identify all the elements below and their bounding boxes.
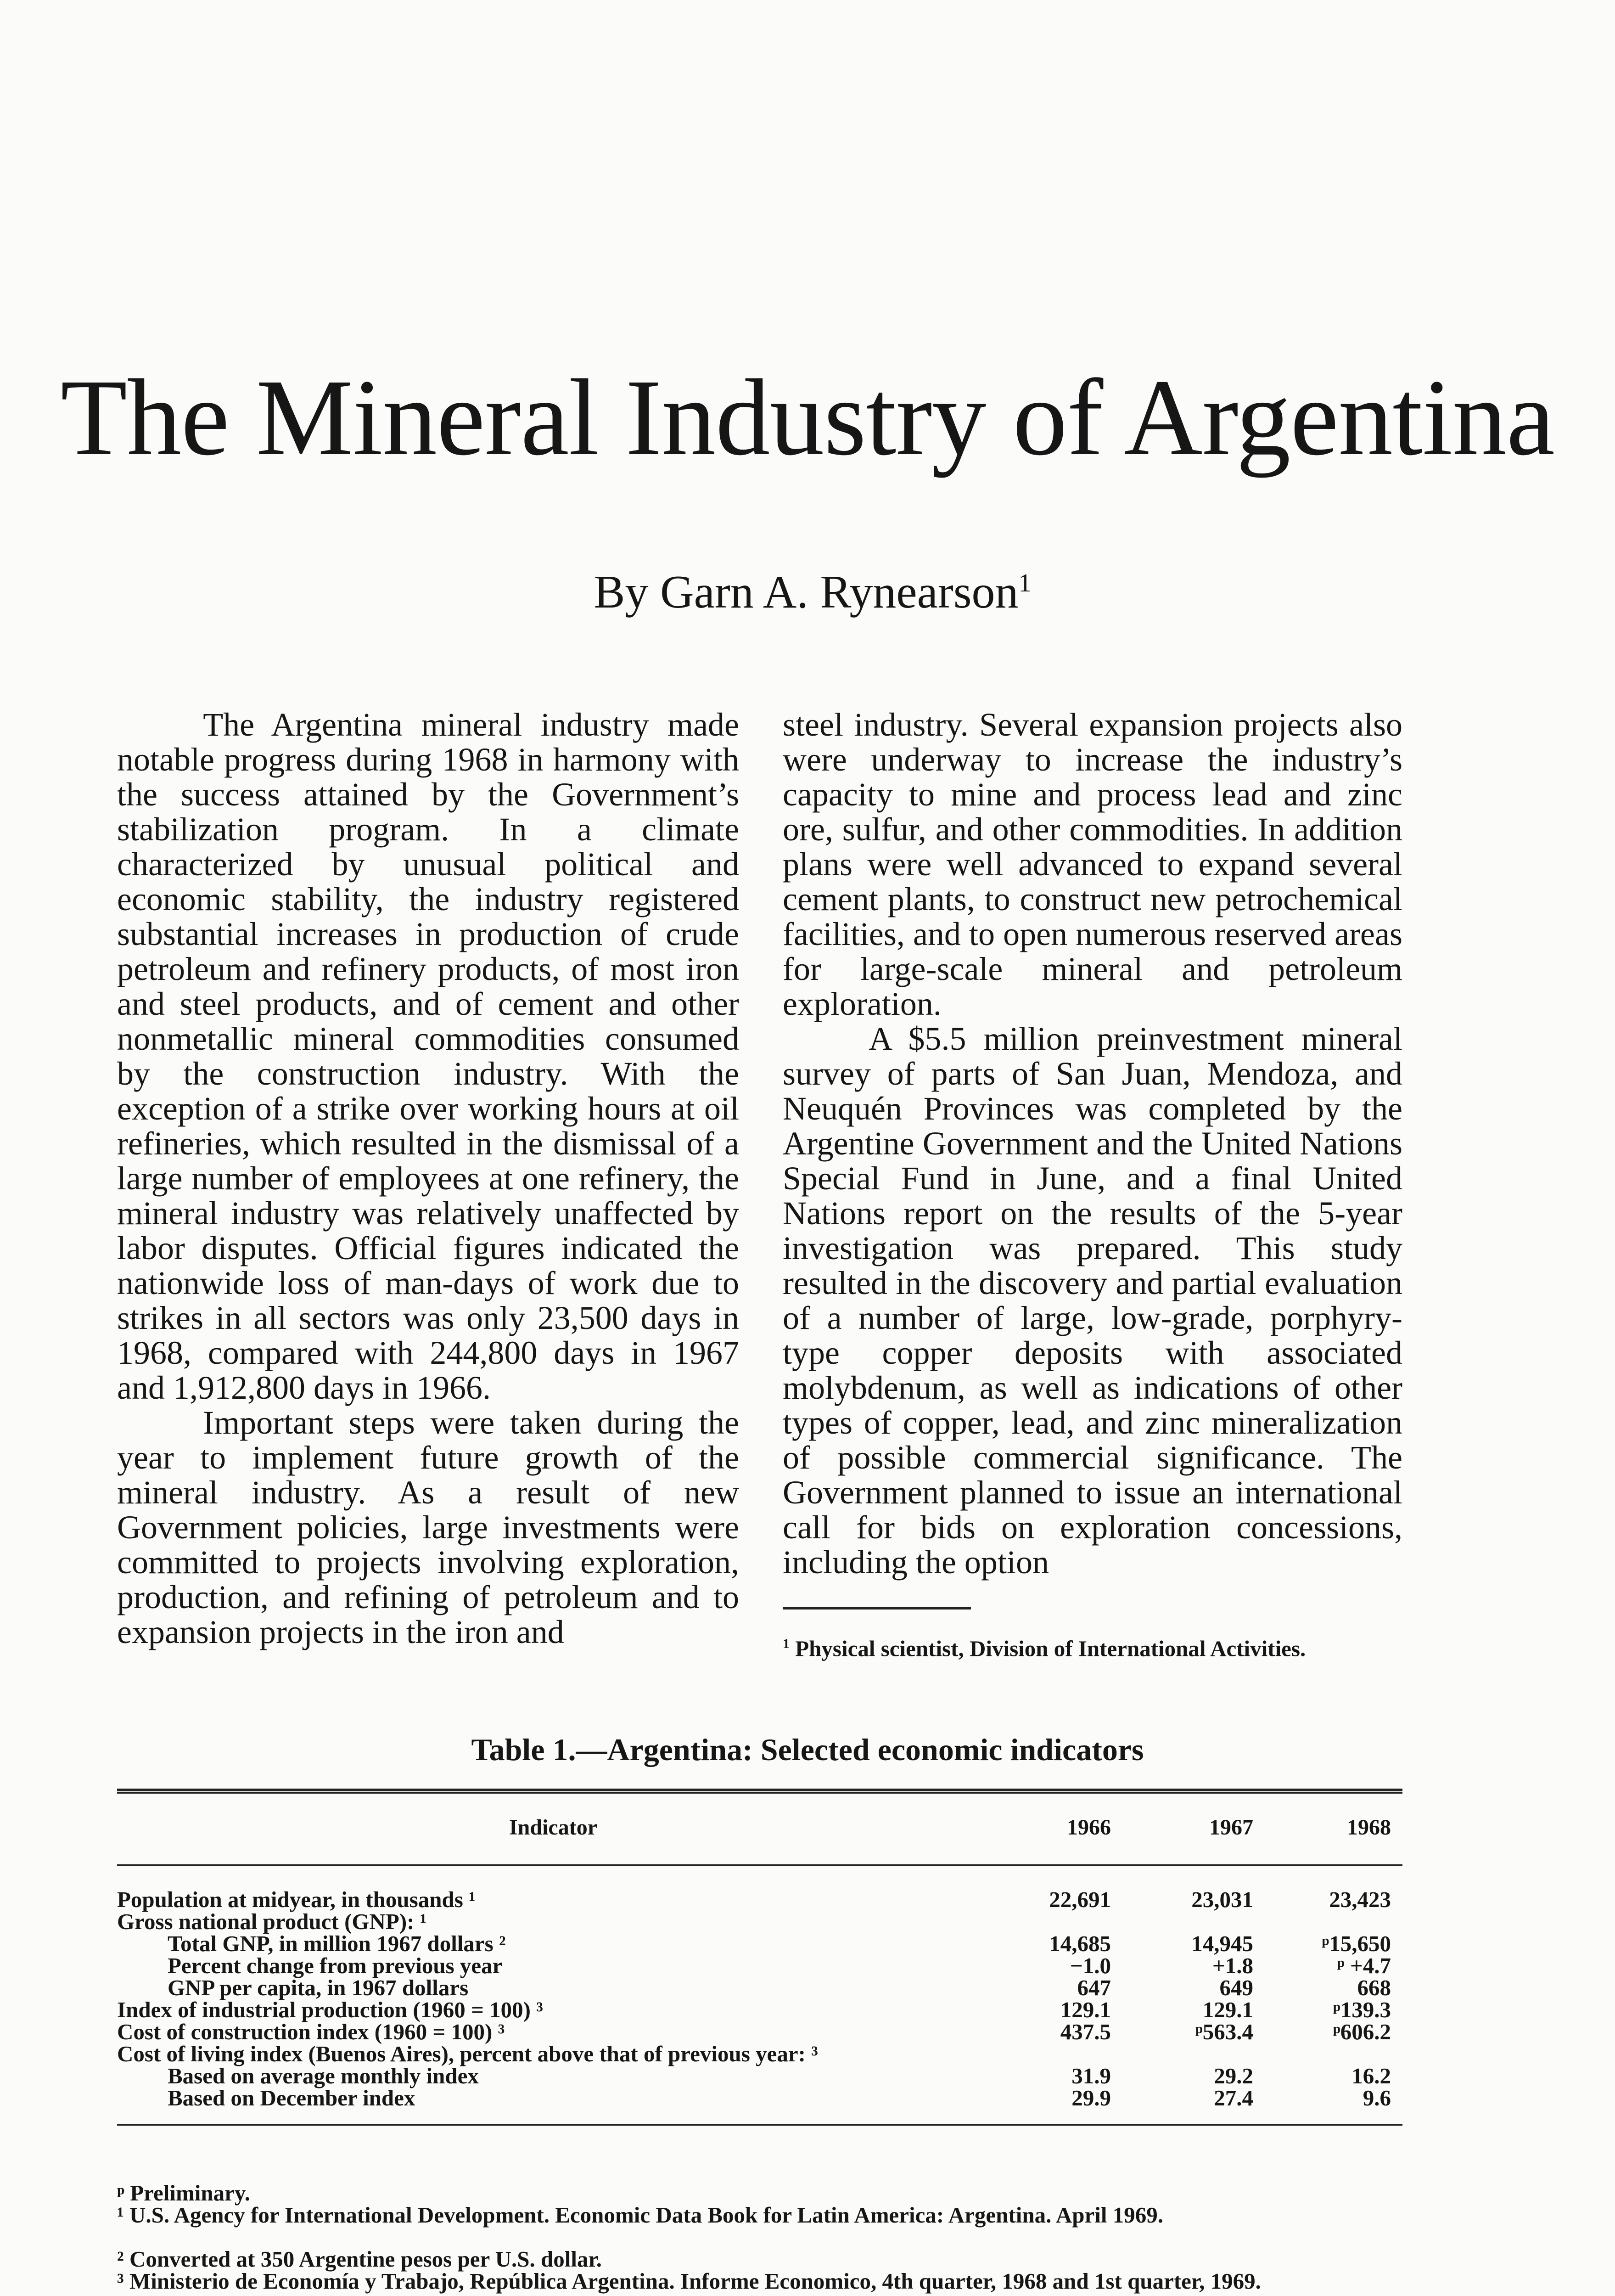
body-column-left — [117, 707, 739, 1649]
table-cell-1967: 129.1 — [1202, 1997, 1253, 2022]
table-row-label: Cost of living index (Buenos Aires), percent above that of previous year: ³ — [117, 2041, 818, 2066]
table-cell-1967: 14,945 — [1191, 1931, 1253, 1956]
body-column-right — [783, 707, 1402, 1580]
table-row-label: Total GNP, in million 1967 dollars ² — [168, 1931, 506, 1956]
footnote-divider — [783, 1607, 971, 1609]
table-bottom-rule — [117, 2124, 1402, 2126]
table-cell-1966: −1.0 — [1070, 1953, 1111, 1978]
table-header-1968: 1968 — [1347, 1815, 1391, 1840]
table-top-rule-inner — [117, 1792, 1402, 1794]
table-cell-1967: +1.8 — [1212, 1953, 1253, 1978]
table-cell-1968: 668 — [1357, 1975, 1391, 2000]
table-row-label: Based on average monthly index — [168, 2063, 479, 2088]
table-cell-1967: 23,031 — [1191, 1887, 1253, 1912]
table-footnote: ᵖ Preliminary. — [117, 2180, 250, 2206]
table-row-label: Gross national product (GNP): ¹ — [117, 1909, 427, 1934]
table-row-label: Percent change from previous year — [168, 1953, 503, 1978]
body-paragraph: steel industry. Several expansion projects also were underway to increase the industry’s capacity to mine and process lead and zinc ore, sulfur, and other commodities. In addition plans were well advanced to expand several cement plants, to construct new petrochemical facilities, and to open numerous reserved areas for large-scale mineral and petroleum exploration. — [783, 706, 1402, 1022]
table-header-rule — [117, 1864, 1402, 1866]
table-cell-1966: 22,691 — [1049, 1887, 1111, 1912]
table-cell-1968: 16.2 — [1351, 2063, 1391, 2088]
table-row-label: Index of industrial production (1960 = 100) ³ — [117, 1997, 543, 2022]
table-cell-1967: ᵖ563.4 — [1195, 2019, 1253, 2044]
page-title: The Mineral Industry of Argentina — [60, 357, 1555, 478]
table-cell-1966: 129.1 — [1060, 1997, 1111, 2022]
table-cell-1966: 647 — [1077, 1975, 1111, 2000]
table-caption: Table 1.—Argentina: Selected economic indicators — [471, 1732, 1144, 1767]
table-cell-1968: ᵖ +4.7 — [1337, 1953, 1391, 1978]
table-cell-1968: ᵖ606.2 — [1333, 2019, 1391, 2044]
author-name: By Garn A. Rynearson — [594, 566, 1019, 618]
author-footnote-text: Physical scientist, Division of International Activities. — [795, 1636, 1306, 1661]
table-row-label: Cost of construction index (1960 = 100) ³ — [117, 2019, 505, 2044]
table-cell-1967: 29.2 — [1214, 2063, 1253, 2088]
table-footnote: ² Converted at 350 Argentine pesos per U.S. dollar. — [117, 2246, 602, 2272]
table-top-rule — [117, 1789, 1402, 1791]
table-row-label: GNP per capita, in 1967 dollars — [168, 1975, 469, 2000]
author-footnote-mark: 1 — [1018, 569, 1032, 597]
table-row-label: Based on December index — [168, 2085, 415, 2110]
body-paragraph: A $5.5 million preinvestment mineral survey of parts of San Juan, Mendoza, and Neuquén Provinces was completed by the Argentine Government and the United Nations Special Fund in June, and a final United Nations report on the results of the 5-year investigation was prepared. This study resulted in the discovery and partial evaluation of a number of large, low-grade, porphyry-type copper deposits with associated molybdenum, as well as indications of other types of copper, lead, and zinc mineralization of possible commercial significance. The Government planned to issue an international call for bids on exploration concessions, including the option — [783, 1020, 1402, 1581]
author-byline — [560, 563, 1065, 622]
table-cell-1967: 649 — [1219, 1975, 1253, 2000]
table-header-indicator: Indicator — [509, 1815, 597, 1840]
table-cell-1966: 31.9 — [1071, 2063, 1111, 2088]
table-header-1966: 1966 — [1067, 1815, 1111, 1840]
body-paragraph: The Argentina mineral industry made notable progress during 1968 in harmony with the success attained by the Government’s stabilization program. In a climate characterized by unusual political and economic stability, the industry registered substantial increases in production of crude petroleum and refinery products, of most iron and steel products, and of cement and other nonmetallic mineral commodities consumed by the construction industry. With the exception of a strike over working hours at oil refineries, which resulted in the dismissal of a large number of employees at one refinery, the mineral industry was relatively unaffected by labor disputes. Official figures indicated the nationwide loss of man-days of work due to strikes in all sectors was only 23,500 days in 1968, compared with 244,800 days in 1967 and 1,912,800 days in 1966. — [117, 706, 739, 1406]
table-cell-1968: ᵖ139.3 — [1333, 1997, 1391, 2022]
author-footnote-number: 1 — [783, 1636, 790, 1651]
table-row-label: Population at midyear, in thousands ¹ — [117, 1887, 476, 1912]
table-footnote: ³ Ministerio de Economía y Trabajo, República Argentina. Informe Economico, 4th quarter, 1968 and 1st quarter, 1969. — [117, 2268, 1261, 2294]
table-cell-1967: 27.4 — [1214, 2085, 1253, 2110]
table-footnote: ¹ U.S. Agency for International Development. Economic Data Book for Latin America: Argentina. April 1969. — [117, 2202, 1164, 2228]
table-cell-1966: 29.9 — [1071, 2085, 1111, 2110]
table-cell-1968: 9.6 — [1363, 2085, 1391, 2110]
table-header-1967: 1967 — [1209, 1815, 1253, 1840]
table-cell-1966: 14,685 — [1049, 1931, 1111, 1956]
table-cell-1966: 437.5 — [1060, 2019, 1111, 2044]
body-paragraph: Important steps were taken during the year to implement future growth of the mineral industry. As a result of new Government policies, large investments were committed to projects involving exploration, production, and refining of petroleum and to expansion projects in the iron and — [117, 1404, 739, 1650]
author-footnote — [783, 1632, 1402, 1660]
table-cell-1968: 23,423 — [1329, 1887, 1391, 1912]
table-cell-1968: ᵖ15,650 — [1322, 1931, 1391, 1956]
